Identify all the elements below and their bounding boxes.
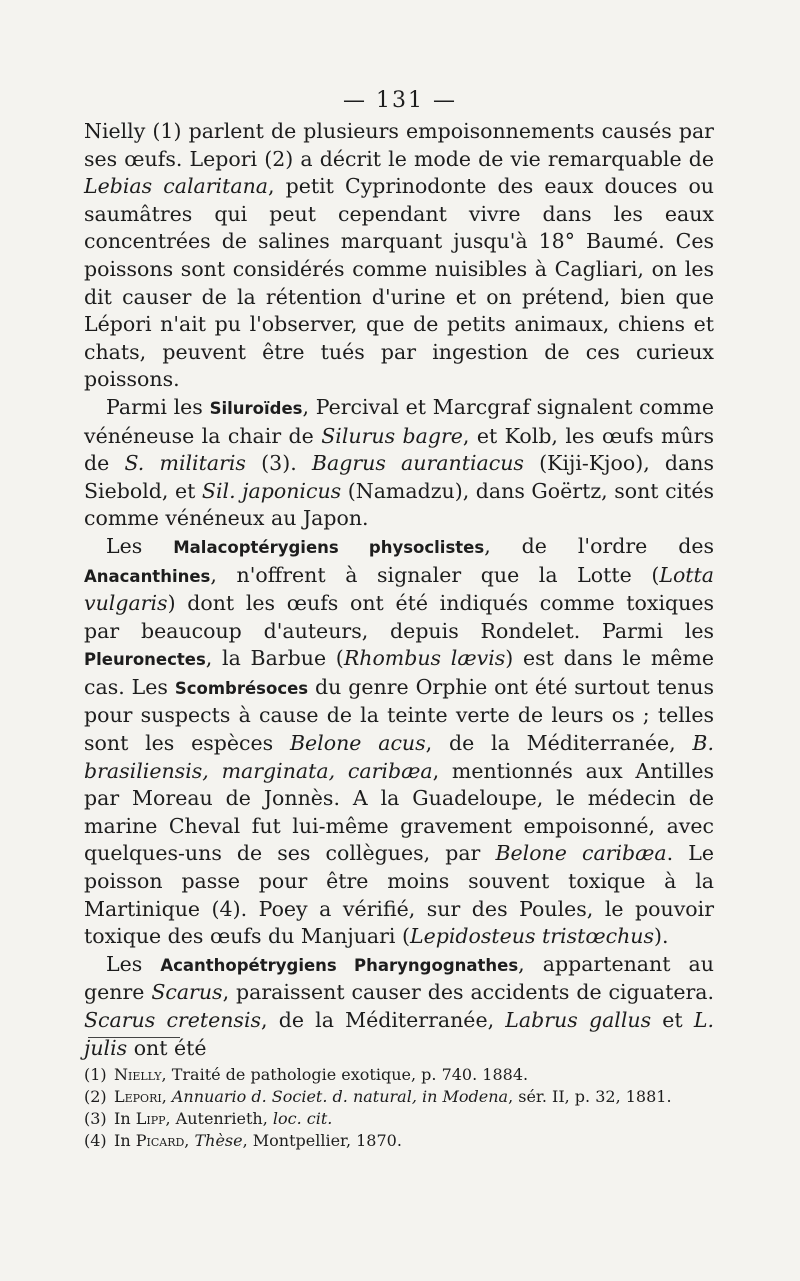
text: ) est dans le même cas. Les [84,646,714,699]
text: , et Kolb, les œufs mûrs de [84,423,714,476]
page-number: — 131 — [343,88,457,113]
text: Parmi les [106,394,210,419]
footnote-text: , [161,1087,172,1106]
footnote-title: loc. cit. [272,1109,333,1128]
species-name: Rhombus lævis [343,646,506,671]
text: , mentionnés aux Antilles par Moreau de Jonnès. A la Guadeloupe, le médecin de marine Cheval fut lui-même gravement empoisonné, avec quelques-uns de ses collègues, par [84,758,714,866]
footnote-number: (2) [84,1087,107,1106]
text: et [651,1008,694,1032]
text: , de la Méditerranée, [261,1008,506,1032]
taxon-heading: Malacoptérygiens physoclistes [173,537,485,557]
text: ont été [127,1035,207,1060]
species-name: Belone acus [289,731,426,756]
text: . Le poisson passe pour être moins souvent toxique à la Martinique (4). Poey a vérifié, sur des Poules, le pouvoir toxique des œufs du Manjuari ( [84,841,715,949]
text: , paraissent causer des accidents de ciguatera. [222,980,714,1005]
species-name: Silurus bagre [321,423,463,448]
taxon-heading: Pleuronectes [84,650,206,670]
footnote-text: , Traité de pathologie exotique, p. 740. 1884. [161,1065,529,1084]
species-name: Lepidosteus tristœchus [409,924,655,949]
footnote-number: (1) [84,1065,107,1084]
species-name: L. julis [84,1008,714,1060]
text: , n'offrent à signaler que la Lotte ( [210,562,660,587]
text: , petit Cyprinodonte des eaux douces ou saumâtres qui peut cependant vivre dans les eaux concentrées de salines marquant jusqu'à 18° Baumé. Ces poissons sont considérés comme nuisibles à Cagliari, on les dit causer de la rétention d'urine et on prétend, bien que Lépori n'ait pu l'observer, que de petits animaux, chiens et chats, peuvent être tués par ingestion de ces curieux poissons. [84,174,715,392]
footnote-4 [84,1130,724,1152]
paragraph-1 [84,118,714,394]
footnote-text: , sér. II, p. 32, 1881. [508,1087,672,1106]
footnote-number: (4) [84,1131,107,1150]
footnote-author: Picard [135,1131,185,1150]
species-name: B. brasiliensis, marginata, caribæa [84,731,715,783]
paragraph-4 [84,951,714,1062]
text: (Namadzu), dans Goërtz, sont cités comme vénéneux au Japon. [84,478,715,531]
footnote-text: In [114,1109,136,1128]
paragraph-3 [84,533,714,951]
species-name: Scarus cretensis [84,1008,262,1032]
taxon-heading: Acanthopétrygiens Pharyngognathes [160,955,519,975]
text: , de l'ordre des [484,533,715,558]
species-name: Bagrus aurantiacus [311,451,524,476]
text: , appartenant au genre [84,951,714,1005]
footnote-3 [84,1108,724,1130]
text: ). [654,924,669,949]
footnote-text: , Montpellier, 1870. [242,1131,402,1150]
footnote-text: In [114,1131,136,1150]
footnote-divider [88,1037,180,1038]
taxon-heading: Anacanthines [84,566,211,586]
text: du genre Orphie ont été surtout tenus pour suspects à cause de la teinte verte de leurs os ; telles sont les espèces [84,674,714,756]
footnote-author: Nielly [114,1065,162,1084]
text: , de la Méditerranée, [425,731,693,756]
text: Nielly (1) parlent de plusieurs empoisonnements causés par ses œufs. Lepori (2) a décrit le mode de vie remarquable de [84,119,714,171]
text: , Percival et Marcgraf signalent comme vénéneuse la chair de [84,394,714,448]
species-name: S. militaris [124,451,246,476]
species-name: Scarus [151,980,223,1005]
text: Les [106,533,174,558]
footnote-number: (3) [84,1109,107,1128]
species-name: Sil. japonicus [201,478,342,503]
taxon-heading: Scombrésoces [174,678,309,698]
text: , la Barbue ( [205,646,344,671]
species-name: Belone caribæa [495,841,667,866]
species-name: Lotta vulgaris [84,562,714,616]
footnote-text: , [184,1131,195,1150]
species-name: Lebias calaritana [84,174,268,199]
footnote-title: Annuario d. Societ. d. natural, in Modena [171,1087,509,1106]
species-name: Labrus gallus [505,1008,652,1032]
text: (Kiji-Kjoo), dans Siebold, et [84,451,714,503]
footnote-1 [84,1064,724,1086]
footnote-2 [84,1086,724,1108]
text: Les [106,951,161,976]
paragraph-2 [84,394,714,533]
text: ) dont les œufs ont été indiqués comme toxiques par beaucoup d'auteurs, depuis Rondelet. Parmi les [84,591,714,643]
footnote-title: Thèse [194,1131,243,1150]
footnote-author: Lepori [114,1087,162,1106]
text: (3). [245,451,312,476]
footnote-text: , Autenrieth, [165,1109,273,1128]
body-text [84,118,714,1062]
footnote-author: Lipp [135,1109,166,1128]
footnotes [84,1064,724,1152]
taxon-heading: Siluroïdes [209,398,303,418]
